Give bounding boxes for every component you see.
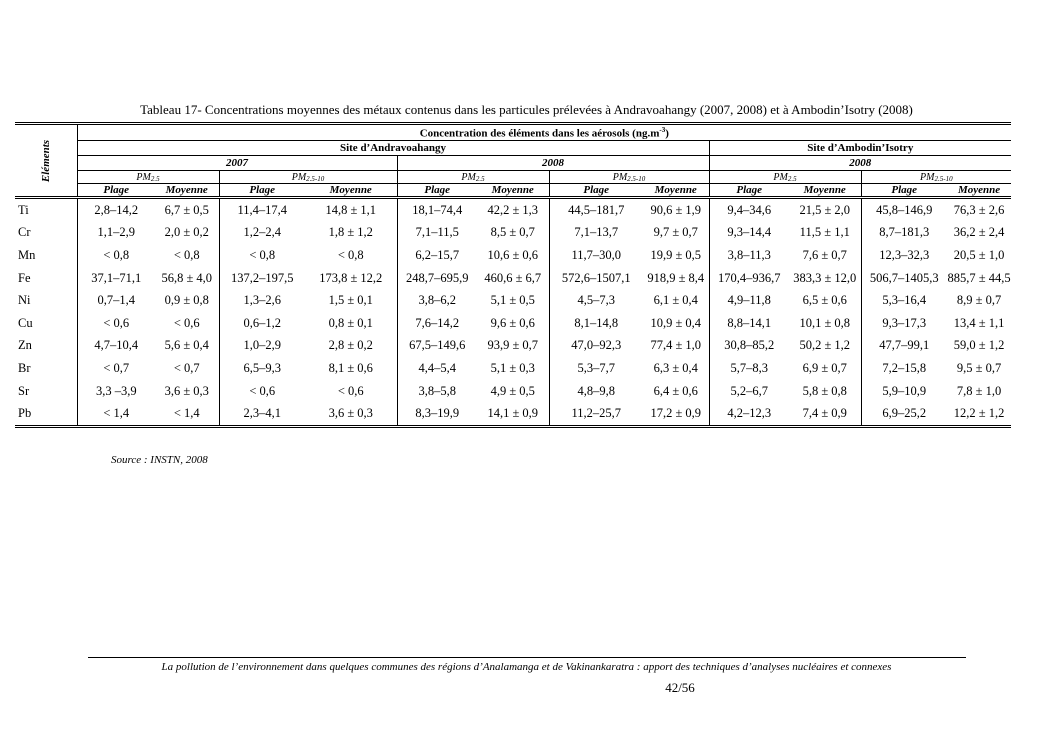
range-cell: 8,7–181,3 — [879, 225, 930, 240]
range-cell: 5,3–16,4 — [882, 293, 927, 308]
pm2510-header-2008a — [549, 171, 709, 184]
range-cell: 5,7–8,3 — [730, 360, 768, 375]
plage-header: Plage — [424, 184, 451, 196]
range-cell: 47,0–92,3 — [571, 338, 622, 353]
range-cell: 8,1–14,8 — [574, 315, 619, 330]
pm-label: PM — [291, 171, 307, 183]
mean-cell: 173,8 ± 12,2 — [305, 267, 397, 290]
mean-cell: < 0,8 — [305, 244, 397, 267]
range-cell: 3,3 –3,9 — [95, 383, 137, 398]
range-cell: 6,2–15,7 — [415, 247, 460, 262]
mean-cell: 1,8 ± 1,2 — [305, 222, 397, 245]
mean-cell: 7,8 ± 1,0 — [956, 383, 1002, 398]
range-cell: 6,9–25,2 — [861, 402, 947, 426]
mean-cell: 9,7 ± 0,7 — [643, 222, 709, 245]
range-cell: 5,2–6,7 — [730, 383, 768, 398]
elements-header-cell — [15, 124, 77, 198]
range-cell: < 1,4 — [77, 402, 155, 426]
mean-cell: 9,6 ± 0,6 — [477, 312, 549, 335]
table-row — [15, 380, 1011, 403]
table-row — [15, 222, 1011, 245]
range-cell: 5,9–10,9 — [882, 383, 927, 398]
table-row — [15, 267, 1011, 290]
mean-cell: 90,6 ± 1,9 — [643, 198, 709, 222]
range-cell: 8,3–19,9 — [397, 402, 477, 426]
range-cell: 4,9–11,8 — [727, 293, 771, 308]
range-cell: 7,6–14,2 — [415, 315, 460, 330]
table-header — [15, 124, 1011, 198]
mean-cell: 17,2 ± 0,9 — [643, 402, 709, 426]
pm-sub: 2.5 — [787, 174, 797, 183]
range-cell: 6,5–9,3 — [243, 360, 281, 375]
elements-label: Eléments — [39, 139, 52, 182]
pm25-header-2008a — [397, 171, 549, 184]
range-cell: 170,4–936,7 — [718, 270, 781, 285]
page-footer: La pollution de l’environnement dans quelques communes des régions d’Analamanga et de Vakinankaratra : apport des techniques d’analyses nucléaires et connexes — [161, 661, 892, 673]
range-cell: < 0,6 — [103, 315, 130, 330]
mean-cell: 10,6 ± 0,6 — [477, 244, 549, 267]
mean-cell: 3,6 ± 0,3 — [155, 380, 219, 403]
range-cell: 7,1–11,5 — [415, 225, 459, 240]
mean-cell: 9,5 ± 0,7 — [956, 360, 1002, 375]
pm2510-header-2008b — [861, 171, 1011, 184]
main-title-close: ) — [665, 127, 669, 140]
element-symbol: Br — [15, 357, 77, 380]
range-cell: 3,8–5,8 — [418, 383, 456, 398]
range-cell: 3,8–6,2 — [418, 293, 456, 308]
range-cell: 0,7–1,4 — [97, 293, 135, 308]
range-cell: < 0,7 — [103, 360, 130, 375]
mean-cell: 14,1 ± 0,9 — [477, 402, 549, 426]
element-symbol: Zn — [15, 335, 77, 358]
mean-cell: 2,0 ± 0,2 — [155, 222, 219, 245]
mean-cell: 6,9 ± 0,7 — [789, 357, 861, 380]
mean-cell: 20,5 ± 1,0 — [953, 247, 1005, 262]
element-symbol: Ni — [15, 289, 77, 312]
plage-header: Plage — [736, 184, 763, 196]
range-cell: 8,8–14,1 — [727, 315, 772, 330]
mean-cell: 0,9 ± 0,8 — [155, 289, 219, 312]
mean-cell: 21,5 ± 2,0 — [789, 198, 861, 222]
year-2008-ambodin-header: 2008 — [709, 156, 1011, 171]
element-symbol: Cr — [15, 222, 77, 245]
element-symbol: Pb — [15, 402, 77, 426]
range-cell: 47,7–99,1 — [879, 338, 930, 353]
table-row — [15, 244, 1011, 267]
moyenne-header: Moyenne — [155, 184, 219, 198]
pm-sub: 2.5 — [475, 174, 485, 183]
plage-header: Plage — [103, 184, 130, 196]
moyenne-header: Moyenne — [643, 184, 709, 198]
range-cell: 11,7–30,0 — [571, 247, 622, 262]
moyenne-header: Moyenne — [477, 184, 549, 198]
element-symbol: Sr — [15, 380, 77, 403]
table-caption: Tableau 17- Concentrations moyennes des métaux contenus dans les particules prélevées à Andravoahangy (2007, 2008) et à Ambodin’Isotry (2008) — [140, 102, 913, 117]
page-number: 42/56 — [665, 680, 695, 695]
range-cell: < 0,8 — [103, 247, 130, 262]
range-cell: 572,6–1507,1 — [561, 270, 631, 285]
range-cell: < 0,8 — [249, 247, 276, 262]
pm-label: PM — [461, 171, 476, 183]
range-cell: 9,4–34,6 — [727, 202, 772, 217]
mean-cell: 11,5 ± 1,1 — [789, 222, 861, 245]
pm-label: PM — [773, 171, 788, 183]
pm25-header-2007 — [77, 171, 219, 184]
range-cell: 44,5–181,7 — [568, 202, 625, 217]
range-cell: 37,1–71,1 — [91, 270, 142, 285]
range-cell: 45,8–146,9 — [876, 202, 933, 217]
range-cell: 9,3–17,3 — [882, 315, 927, 330]
concentration-table-wrapper — [15, 122, 1011, 428]
mean-cell: 42,2 ± 1,3 — [477, 198, 549, 222]
range-cell: 11,4–17,4 — [237, 202, 288, 217]
pm-sub: 2.5-10 — [627, 174, 646, 183]
range-cell: 248,7–695,9 — [406, 270, 469, 285]
range-cell: 4,2–12,3 — [709, 402, 789, 426]
mean-cell: < 0,6 — [155, 312, 219, 335]
site-ambodin-isotry-header: Site d’Ambodin’Isotry — [709, 141, 1011, 156]
main-title-unit-exponent: -3 — [659, 125, 666, 134]
pm2510-header-2007 — [219, 171, 397, 184]
table-row — [15, 312, 1011, 335]
range-cell: 5,3–7,7 — [577, 360, 615, 375]
element-symbol: Ti — [15, 198, 77, 222]
footer-divider — [88, 657, 966, 658]
mean-cell: < 1,4 — [155, 402, 219, 426]
range-cell: 12,3–32,3 — [879, 247, 930, 262]
table-row — [15, 402, 1011, 426]
range-cell: 1,0–2,9 — [243, 338, 281, 353]
range-cell: 9,3–14,4 — [727, 225, 772, 240]
mean-cell: 13,4 ± 1,1 — [953, 315, 1005, 330]
pm-label: PM — [612, 171, 628, 183]
element-symbol: Cu — [15, 312, 77, 335]
table-row — [15, 289, 1011, 312]
range-cell: 67,5–149,6 — [409, 338, 466, 353]
range-cell: 4,7–10,4 — [94, 338, 139, 353]
mean-cell: 6,5 ± 0,6 — [789, 289, 861, 312]
pm-sub: 2.5-10 — [934, 174, 953, 183]
mean-cell: 8,1 ± 0,6 — [305, 357, 397, 380]
mean-cell: 8,5 ± 0,7 — [477, 222, 549, 245]
table-row — [15, 357, 1011, 380]
range-cell: 2,8–14,2 — [94, 202, 139, 217]
range-cell: 506,7–1405,3 — [869, 270, 939, 285]
range-cell: 1,1–2,9 — [97, 225, 135, 240]
mean-cell: < 0,6 — [305, 380, 397, 403]
mean-cell: 56,8 ± 4,0 — [155, 267, 219, 290]
year-2007-header: 2007 — [77, 156, 397, 171]
mean-cell: 5,1 ± 0,3 — [477, 357, 549, 380]
range-cell: < 0,6 — [249, 383, 276, 398]
range-cell: 0,6–1,2 — [243, 315, 281, 330]
mean-cell: 93,9 ± 0,7 — [477, 335, 549, 358]
mean-cell: < 0,8 — [155, 244, 219, 267]
mean-cell: 12,2 ± 1,2 — [947, 402, 1011, 426]
moyenne-header: Moyenne — [957, 184, 1001, 196]
mean-cell: 10,1 ± 0,8 — [789, 312, 861, 335]
mean-cell: 5,6 ± 0,4 — [155, 335, 219, 358]
mean-cell: 7,6 ± 0,7 — [789, 244, 861, 267]
plage-header: Plage — [249, 184, 276, 196]
moyenne-header: Moyenne — [789, 184, 861, 198]
mean-cell: 8,9 ± 0,7 — [956, 293, 1002, 308]
range-cell: 3,8–11,3 — [727, 247, 771, 262]
range-cell: 4,4–5,4 — [418, 360, 456, 375]
range-cell: 137,2–197,5 — [231, 270, 294, 285]
mean-cell: 5,8 ± 0,8 — [789, 380, 861, 403]
plage-header: Plage — [891, 184, 918, 196]
mean-cell: 10,9 ± 0,4 — [643, 312, 709, 335]
range-cell: 7,1–13,7 — [574, 225, 619, 240]
mean-cell: 383,3 ± 12,0 — [789, 267, 861, 290]
site-andravoahangy-header: Site d’Andravoahangy — [77, 141, 709, 156]
mean-cell: 59,0 ± 1,2 — [953, 338, 1005, 353]
main-title-cell — [77, 124, 1011, 141]
mean-cell: 36,2 ± 2,4 — [953, 225, 1005, 240]
mean-cell: 19,9 ± 0,5 — [643, 244, 709, 267]
mean-cell: 14,8 ± 1,1 — [305, 198, 397, 222]
range-cell: 7,2–15,8 — [882, 360, 927, 375]
mean-cell: 460,6 ± 6,7 — [477, 267, 549, 290]
mean-cell: 6,4 ± 0,6 — [643, 380, 709, 403]
table-row — [15, 198, 1011, 222]
pm-sub: 2.5 — [150, 174, 160, 183]
range-cell: 1,2–2,4 — [243, 225, 281, 240]
mean-cell: 50,2 ± 1,2 — [789, 335, 861, 358]
mean-cell: 6,7 ± 0,5 — [155, 198, 219, 222]
plage-header: Plage — [583, 184, 610, 196]
range-cell: 4,5–7,3 — [577, 293, 615, 308]
mean-cell: 1,5 ± 0,1 — [305, 289, 397, 312]
moyenne-header: Moyenne — [305, 184, 397, 198]
range-cell: 18,1–74,4 — [412, 202, 463, 217]
mean-cell: 77,4 ± 1,0 — [643, 335, 709, 358]
range-cell: 30,8–85,2 — [724, 338, 775, 353]
mean-cell: 0,8 ± 0,1 — [305, 312, 397, 335]
mean-cell: 6,3 ± 0,4 — [643, 357, 709, 380]
element-symbol: Fe — [15, 267, 77, 290]
range-cell: 2,3–4,1 — [219, 402, 305, 426]
pm-label: PM — [920, 171, 935, 183]
range-cell: 1,3–2,6 — [243, 293, 281, 308]
pm-sub: 2.5-10 — [306, 174, 325, 183]
table-body — [15, 198, 1011, 427]
mean-cell: 7,4 ± 0,9 — [789, 402, 861, 426]
range-cell: 11,2–25,7 — [549, 402, 643, 426]
pm25-header-2008b — [709, 171, 861, 184]
mean-cell: 2,8 ± 0,2 — [305, 335, 397, 358]
mean-cell: 5,1 ± 0,5 — [477, 289, 549, 312]
pm-label: PM — [136, 171, 151, 183]
mean-cell: 76,3 ± 2,6 — [953, 202, 1005, 217]
range-cell: 4,8–9,8 — [577, 383, 615, 398]
element-symbol: Mn — [15, 244, 77, 267]
mean-cell: < 0,7 — [155, 357, 219, 380]
concentration-table — [15, 122, 1011, 428]
mean-cell: 4,9 ± 0,5 — [477, 380, 549, 403]
mean-cell: 918,9 ± 8,4 — [643, 267, 709, 290]
main-title: Concentration des éléments dans les aérosols (ng.m — [419, 127, 660, 140]
mean-cell: 3,6 ± 0,3 — [305, 402, 397, 426]
source-note: Source : INSTN, 2008 — [111, 454, 208, 466]
table-row — [15, 335, 1011, 358]
mean-cell: 6,1 ± 0,4 — [643, 289, 709, 312]
year-2008-andravoahangy-header: 2008 — [397, 156, 709, 171]
mean-cell: 885,7 ± 44,5 — [947, 270, 1011, 285]
